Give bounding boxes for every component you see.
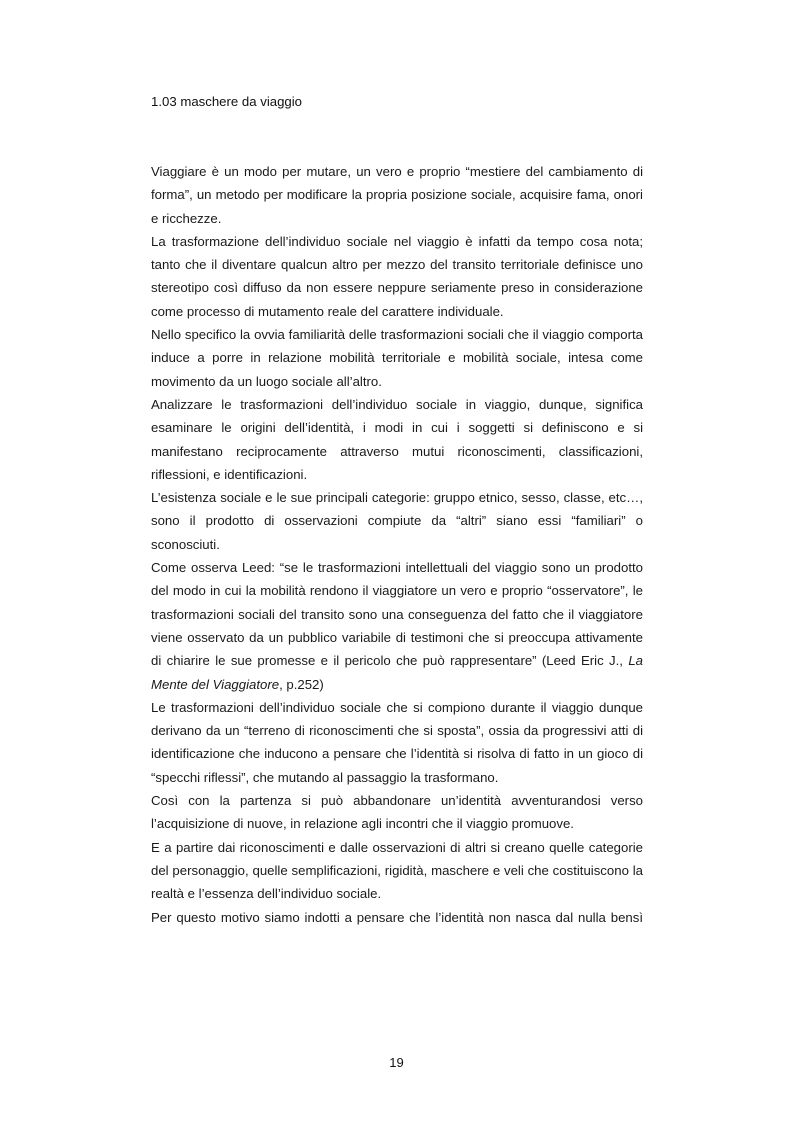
page-number: 19 xyxy=(389,1055,404,1070)
quote-paragraph xyxy=(151,556,643,696)
paragraph: Le trasformazioni dell’individuo sociale che si compiono durante il viaggio dunque derivano da un “terreno di riconoscimenti che si sposta”, ossia da progressivi atti di identificazione che inducono a pensare che l’identità si risolva di fatto in un gioco di “specchi riflessi”, che mutando al passaggio la trasformano. xyxy=(151,699,643,785)
paragraph: La trasformazione dell’individuo sociale nel viaggio è infatti da tempo cosa nota; tanto che il diventare qualcun altro per mezzo del transito territoriale definisce uno stereotipo così diffuso da non essere neppure seriamente preso in considerazione come processo di mutamento reale del carattere individuale. xyxy=(151,233,643,319)
paragraph: Così con la partenza si può abbandonare un’identità avventurandosi verso l’acquisizione di nuove, in relazione agli incontri che il viaggio promuove. xyxy=(151,793,643,832)
quote-reference: , p.252) xyxy=(279,676,324,692)
paragraph: Nello specifico la ovvia familiarità delle trasformazioni sociali che il viaggio comporta induce a porre in relazione mobilità territoriale e mobilità sociale, intesa come movimento da un luogo sociale all’altro. xyxy=(151,327,643,389)
paragraph: Per questo motivo siamo indotti a pensare che l’identità non nasca dal nulla bensì xyxy=(151,909,643,925)
quote-text: Come osserva Leed: “se le trasformazioni intellettuali del viaggio sono un prodotto del modo in cui la mobilità rendono il viaggiatore un vero e proprio “osservatore”, le trasformazioni sociali del transito sono una conseguenza del fatto che il viaggiatore viene osservato da un pubblico variabile di testimoni che si preoccupa attivamente di chiarire le sue promesse e il pericolo che può rappresentare” (Leed Eric J., xyxy=(151,560,643,669)
book-title: La Mente del Viaggiatore xyxy=(151,653,643,692)
paragraph: E a partire dai riconoscimenti e dalle osservazioni di altri si creano quelle categorie del personaggio, quelle semplificazioni, rigidità, maschere e veli che costituiscono la realtà e l’essenza dell’individuo sociale. xyxy=(151,839,643,902)
paragraph: L’esistenza sociale e le sue principali categorie: gruppo etnico, sesso, classe, etc…, sono il prodotto di osservazioni compiute da “altri” siano essi “familiari” o sconosciuti. xyxy=(151,490,643,552)
paragraph: Analizzare le trasformazioni dell’individuo sociale in viaggio, dunque, significa esaminare le origini dell’identità, i modi in cui i soggetti si definiscono e si manifestano reciprocamente attraverso mutui riconoscimenti, classificazioni, riflessioni, e identificazioni. xyxy=(151,396,643,482)
section-heading: 1.03 maschere da viaggio xyxy=(151,94,303,109)
body-text xyxy=(151,160,643,929)
paragraph: Viaggiare è un modo per mutare, un vero e proprio “mestiere del cambiamento di forma”, un metodo per modificare la propria posizione sociale, acquisire fama, onori e ricchezze. xyxy=(151,164,643,226)
